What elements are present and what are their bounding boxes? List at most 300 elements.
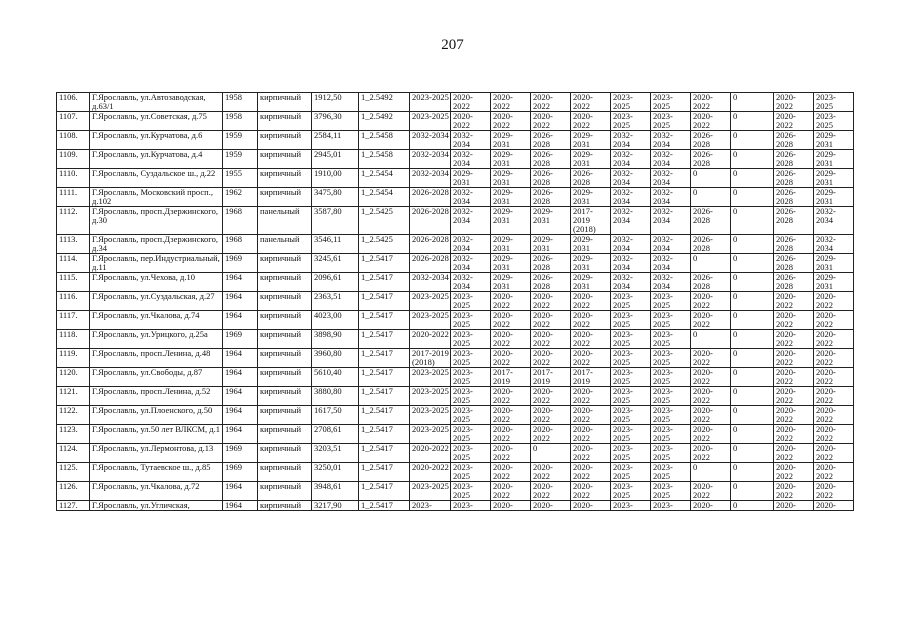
repair-period-cell: 0 xyxy=(731,188,774,207)
repair-period-cell: 2023-2025 xyxy=(451,444,491,463)
table-row xyxy=(57,330,854,349)
row-number: 1117. xyxy=(57,311,90,330)
row-number: 1112. xyxy=(57,207,90,235)
repair-period-cell: 2032-2034 xyxy=(611,188,651,207)
repair-period-cell: 2020-2022 xyxy=(814,349,854,368)
repair-period-cell: 0 xyxy=(731,482,774,501)
repair-period-cell: 0 xyxy=(731,207,774,235)
wall-material-cell: кирпичный xyxy=(258,150,312,169)
area-cell: 2708,61 xyxy=(312,425,359,444)
repair-period-cell: 2032-2034 xyxy=(410,131,451,150)
repair-period-cell: 2020-2022 xyxy=(571,387,611,406)
wall-material-cell: кирпичный xyxy=(258,188,312,207)
wall-material-cell: кирпичный xyxy=(258,501,312,511)
repair-period-cell: 2032-2034 xyxy=(451,235,491,254)
repair-period-cell: 0 xyxy=(531,444,571,463)
repair-period-cell: 2029-2031 xyxy=(571,131,611,150)
repair-period-cell: 2023-2025 xyxy=(451,330,491,349)
repair-period-cell: 2020-2022 xyxy=(571,482,611,501)
row-number: 1121. xyxy=(57,387,90,406)
row-number: 1111. xyxy=(57,188,90,207)
table-row xyxy=(57,169,854,188)
repair-period-cell: 0 xyxy=(731,330,774,349)
repair-period-cell: 2020-2022 xyxy=(531,292,571,311)
repair-period-cell: 2020-2022 xyxy=(531,93,571,112)
repair-period-cell: 2020-2022 xyxy=(774,463,814,482)
repair-period-cell: 2020- xyxy=(531,501,571,511)
repair-period-cell: 2020-2022 xyxy=(774,425,814,444)
repair-period-cell: 2023-2025 xyxy=(611,444,651,463)
area-cell: 1617,50 xyxy=(312,406,359,425)
repair-period-cell: 0 xyxy=(731,425,774,444)
repair-period-cell: 2020-2022 xyxy=(774,368,814,387)
series-code-cell: 1_2.5417 xyxy=(359,330,410,349)
repair-period-cell: 2020-2022 xyxy=(774,387,814,406)
row-number: 1120. xyxy=(57,368,90,387)
series-code-cell: 1_2.5454 xyxy=(359,169,410,188)
repair-period-cell: 2020-2022 xyxy=(691,368,731,387)
repair-period-cell: 2020-2022 xyxy=(691,425,731,444)
table-row xyxy=(57,93,854,112)
series-code-cell: 1_2.5458 xyxy=(359,150,410,169)
address-cell: Г.Ярославль, просп.Дзержинского, д.30 xyxy=(90,207,223,235)
row-number: 1123. xyxy=(57,425,90,444)
year-built-cell: 1964 xyxy=(223,368,258,387)
repair-period-cell: 2023-2025 xyxy=(611,406,651,425)
repair-period-cell: 2029-2031 xyxy=(491,273,531,292)
repair-period-cell: 2020-2022 xyxy=(571,93,611,112)
repair-period-cell: 2032-2034 xyxy=(410,150,451,169)
series-code-cell: 1_2.5454 xyxy=(359,188,410,207)
area-cell: 3245,61 xyxy=(312,254,359,273)
table-row xyxy=(57,235,854,254)
repair-period-cell: 2020-2022 xyxy=(491,406,531,425)
repair-period-cell: 2029-2031 xyxy=(814,131,854,150)
repair-period-cell: 2020-2022 xyxy=(571,444,611,463)
repair-period-cell: 2029-2031 xyxy=(491,235,531,254)
repair-period-cell: 2026-2028 xyxy=(410,188,451,207)
repair-period-cell: 2023-2025 xyxy=(451,311,491,330)
repair-period-cell: 2032-2034 xyxy=(451,150,491,169)
repair-period-cell: 2017-2019 (2018) xyxy=(571,207,611,235)
table-row xyxy=(57,368,854,387)
area-cell: 5610,40 xyxy=(312,368,359,387)
year-built-cell: 1958 xyxy=(223,93,258,112)
repair-period-cell: 2020-2022 xyxy=(691,292,731,311)
repair-period-cell: 0 xyxy=(691,254,731,273)
address-cell: Г.Ярославль, ул.Чкалова, д.72 xyxy=(90,482,223,501)
area-cell: 4023,00 xyxy=(312,311,359,330)
repair-period-cell: 2023-2025 xyxy=(814,112,854,131)
repair-period-cell: 0 xyxy=(731,444,774,463)
repair-period-cell: 2023-2025 xyxy=(611,292,651,311)
repair-period-cell: 2017-2019 xyxy=(491,368,531,387)
address-cell: Г.Ярославль, ул.Курчатова, д.4 xyxy=(90,150,223,169)
address-cell: Г.Ярославль, Тутаевское ш., д.85 xyxy=(90,463,223,482)
repair-period-cell: 2023-2025 xyxy=(651,93,691,112)
repair-period-cell: 2032-2034 xyxy=(611,169,651,188)
repair-period-cell: 2020-2022 xyxy=(691,112,731,131)
area-cell: 3250,01 xyxy=(312,463,359,482)
row-number: 1106. xyxy=(57,93,90,112)
year-built-cell: 1964 xyxy=(223,387,258,406)
repair-period-cell: 2023- xyxy=(451,501,491,511)
address-cell: Г.Ярославль, просп.Дзержинского, д.34 xyxy=(90,235,223,254)
repair-period-cell: 0 xyxy=(731,349,774,368)
table-row xyxy=(57,112,854,131)
wall-material-cell: кирпичный xyxy=(258,273,312,292)
series-code-cell: 1_2.5492 xyxy=(359,112,410,131)
year-built-cell: 1969 xyxy=(223,463,258,482)
wall-material-cell: кирпичный xyxy=(258,425,312,444)
repair-period-cell: 2029-2031 xyxy=(571,273,611,292)
repair-period-cell: 2023-2025 xyxy=(651,368,691,387)
repair-period-cell: 2032-2034 xyxy=(651,188,691,207)
series-code-cell: 1_2.5417 xyxy=(359,368,410,387)
wall-material-cell: кирпичный xyxy=(258,254,312,273)
repair-period-cell: 2026-2028 xyxy=(774,188,814,207)
table-body xyxy=(57,93,854,511)
row-number: 1127. xyxy=(57,501,90,511)
repair-period-cell: 2020-2022 xyxy=(814,368,854,387)
area-cell: 3203,51 xyxy=(312,444,359,463)
address-cell: Г.Ярославль, просп.Ленина, д.52 xyxy=(90,387,223,406)
repair-period-cell: 2020-2022 xyxy=(491,292,531,311)
repair-period-cell: 2032-2034 xyxy=(651,131,691,150)
repair-period-cell: 2023-2025 xyxy=(651,425,691,444)
repair-period-cell: 2032-2034 xyxy=(814,207,854,235)
wall-material-cell: кирпичный xyxy=(258,93,312,112)
area-cell: 1910,00 xyxy=(312,169,359,188)
repair-period-cell: 2023-2025 xyxy=(814,93,854,112)
address-cell: Г.Ярославль, ул.Чехова, д.10 xyxy=(90,273,223,292)
wall-material-cell: кирпичный xyxy=(258,311,312,330)
series-code-cell: 1_2.5417 xyxy=(359,482,410,501)
repair-period-cell: 2020-2022 xyxy=(491,425,531,444)
address-cell: Г.Ярославль, Московский просп., д.102 xyxy=(90,188,223,207)
repair-period-cell: 2023-2025 xyxy=(651,463,691,482)
repair-period-cell: 2029-2031 xyxy=(814,169,854,188)
repair-period-cell: 2020-2022 xyxy=(691,444,731,463)
repair-period-cell: 2020-2022 xyxy=(410,444,451,463)
address-cell: Г.Ярославль, ул.Свободы, д.87 xyxy=(90,368,223,387)
repair-period-cell: 2026-2028 xyxy=(691,131,731,150)
row-number: 1119. xyxy=(57,349,90,368)
repair-period-cell: 2020-2022 xyxy=(491,387,531,406)
repair-period-cell: 2032-2034 xyxy=(651,254,691,273)
repair-period-cell: 2020-2022 xyxy=(774,292,814,311)
repair-period-cell: 2023- xyxy=(410,501,451,511)
repair-period-cell: 2020-2022 xyxy=(571,425,611,444)
repair-period-cell: 0 xyxy=(731,235,774,254)
repair-period-cell: 2020-2022 xyxy=(410,330,451,349)
table-row xyxy=(57,482,854,501)
repair-period-cell: 2032-2034 xyxy=(451,131,491,150)
series-code-cell: 1_2.5458 xyxy=(359,131,410,150)
repair-period-cell: 2029-2031 xyxy=(491,254,531,273)
repair-period-cell: 0 xyxy=(691,188,731,207)
wall-material-cell: кирпичный xyxy=(258,131,312,150)
repair-period-cell: 2017-2019 xyxy=(531,368,571,387)
repair-period-cell: 2026-2028 xyxy=(571,169,611,188)
repair-period-cell: 2029-2031 xyxy=(814,188,854,207)
wall-material-cell: кирпичный xyxy=(258,406,312,425)
address-cell: Г.Ярославль, Суздальское ш., д.22 xyxy=(90,169,223,188)
area-cell: 2584,11 xyxy=(312,131,359,150)
wall-material-cell: панельный xyxy=(258,235,312,254)
repair-period-cell: 2026-2028 xyxy=(774,254,814,273)
repair-period-cell: 2020-2022 xyxy=(531,425,571,444)
repair-period-cell: 2020-2022 xyxy=(774,112,814,131)
repair-period-cell: 2020-2022 xyxy=(814,463,854,482)
series-code-cell: 1_2.5417 xyxy=(359,349,410,368)
row-number: 1124. xyxy=(57,444,90,463)
repair-period-cell: 2020-2022 xyxy=(531,311,571,330)
repair-period-cell: 2020-2022 xyxy=(491,311,531,330)
table-row xyxy=(57,131,854,150)
repair-period-cell: 2023-2025 xyxy=(651,112,691,131)
repair-period-cell: 2029-2031 xyxy=(571,150,611,169)
repair-period-cell: 0 xyxy=(731,406,774,425)
repair-period-cell: 2023-2025 xyxy=(451,387,491,406)
repair-period-cell: 2032-2034 xyxy=(451,254,491,273)
repair-period-cell: 2029-2031 xyxy=(531,207,571,235)
repair-period-cell: 2023-2025 xyxy=(410,387,451,406)
repair-period-cell: 2020-2022 xyxy=(814,482,854,501)
repair-period-cell: 2020-2022 xyxy=(571,349,611,368)
series-code-cell: 1_2.5425 xyxy=(359,207,410,235)
repair-period-cell: 2026-2028 xyxy=(531,254,571,273)
repair-period-cell: 0 xyxy=(731,311,774,330)
repair-period-cell: 2026-2028 xyxy=(531,131,571,150)
row-number: 1126. xyxy=(57,482,90,501)
repair-period-cell: 2023-2025 xyxy=(611,368,651,387)
year-built-cell: 1964 xyxy=(223,349,258,368)
wall-material-cell: кирпичный xyxy=(258,169,312,188)
repair-period-cell: 2020-2022 xyxy=(571,406,611,425)
repair-period-cell: 2032-2034 xyxy=(410,273,451,292)
repair-period-cell: 2020-2022 xyxy=(691,349,731,368)
table-row xyxy=(57,292,854,311)
area-cell: 3475,80 xyxy=(312,188,359,207)
table-row xyxy=(57,188,854,207)
repair-period-cell: 0 xyxy=(731,463,774,482)
table-row xyxy=(57,311,854,330)
address-cell: Г.Ярославль, ул.Суздальская, д.27 xyxy=(90,292,223,311)
repair-period-cell: 2020-2022 xyxy=(774,444,814,463)
address-cell: Г.Ярославль, ул.Урицкого, д.25а xyxy=(90,330,223,349)
repair-period-cell: 2026-2028 xyxy=(531,273,571,292)
series-code-cell: 1_2.5417 xyxy=(359,387,410,406)
wall-material-cell: кирпичный xyxy=(258,112,312,131)
year-built-cell: 1964 xyxy=(223,425,258,444)
repair-period-cell: 2023-2025 xyxy=(651,292,691,311)
repair-period-cell: 2029-2031 xyxy=(571,254,611,273)
repair-period-cell: 0 xyxy=(731,112,774,131)
repair-period-cell: 2020-2022 xyxy=(774,311,814,330)
repair-period-cell: 0 xyxy=(731,273,774,292)
repair-period-cell: 0 xyxy=(731,93,774,112)
row-number: 1122. xyxy=(57,406,90,425)
year-built-cell: 1969 xyxy=(223,444,258,463)
repair-period-cell: 2023-2025 xyxy=(651,330,691,349)
repair-period-cell: 2020-2022 xyxy=(531,349,571,368)
series-code-cell: 1_2.5492 xyxy=(359,93,410,112)
page-number: 207 xyxy=(441,37,464,53)
repair-period-cell: 2020-2022 xyxy=(531,406,571,425)
repair-period-cell: 2026-2028 xyxy=(531,188,571,207)
table-row xyxy=(57,444,854,463)
repair-period-cell: 2020-2022 xyxy=(451,112,491,131)
repair-period-cell: 2026-2028 xyxy=(774,235,814,254)
table-row xyxy=(57,273,854,292)
year-built-cell: 1955 xyxy=(223,169,258,188)
row-number: 1110. xyxy=(57,169,90,188)
repair-period-cell: 2020-2022 xyxy=(571,292,611,311)
repair-period-cell: 2020- xyxy=(571,501,611,511)
repair-period-cell: 2020-2022 xyxy=(814,425,854,444)
wall-material-cell: панельный xyxy=(258,207,312,235)
series-code-cell: 1_2.5417 xyxy=(359,311,410,330)
repair-period-cell: 2020-2022 xyxy=(410,463,451,482)
address-cell: Г.Ярославль, ул.Курчатова, д.6 xyxy=(90,131,223,150)
series-code-cell: 1_2.5417 xyxy=(359,463,410,482)
repair-period-cell: 2029-2031 xyxy=(814,273,854,292)
repair-period-cell: 2023-2025 xyxy=(410,368,451,387)
wall-material-cell: кирпичный xyxy=(258,292,312,311)
repair-period-cell: 2020-2022 xyxy=(531,330,571,349)
year-built-cell: 1964 xyxy=(223,501,258,511)
repair-period-cell: 2020-2022 xyxy=(531,482,571,501)
repair-period-cell: 2020-2022 xyxy=(774,330,814,349)
repair-period-cell: 2023-2025 xyxy=(451,368,491,387)
series-code-cell: 1_2.5417 xyxy=(359,425,410,444)
repair-period-cell: 2023-2025 xyxy=(651,406,691,425)
repair-period-cell: 2032-2034 xyxy=(651,169,691,188)
repair-period-cell: 2020-2022 xyxy=(814,292,854,311)
repair-period-cell: 2023-2025 xyxy=(410,93,451,112)
repair-period-cell: 2023-2025 xyxy=(611,330,651,349)
repair-period-cell: 2029-2031 xyxy=(491,188,531,207)
repair-period-cell: 2026-2028 xyxy=(691,273,731,292)
series-code-cell: 1_2.5417 xyxy=(359,501,410,511)
repair-period-cell: 2023-2025 xyxy=(410,425,451,444)
year-built-cell: 1964 xyxy=(223,311,258,330)
repair-period-cell: 2020-2022 xyxy=(531,387,571,406)
year-built-cell: 1964 xyxy=(223,273,258,292)
repair-period-cell: 2023-2025 xyxy=(611,311,651,330)
address-cell: Г.Ярославль, просп.Ленина, д.48 xyxy=(90,349,223,368)
repair-period-cell: 2020- xyxy=(491,501,531,511)
repair-period-cell: 2023-2025 xyxy=(410,406,451,425)
repair-period-cell: 2020- xyxy=(691,501,731,511)
repair-period-cell: 0 xyxy=(691,169,731,188)
repair-period-cell: 2032-2034 xyxy=(410,169,451,188)
table-row xyxy=(57,349,854,368)
repair-period-cell: 2032-2034 xyxy=(451,188,491,207)
repair-period-cell: 2023-2025 xyxy=(451,482,491,501)
repair-period-cell: 2023-2025 xyxy=(451,292,491,311)
address-cell: Г.Ярославль, ул.Угличская, xyxy=(90,501,223,511)
repair-period-cell: 2023- xyxy=(651,501,691,511)
repair-period-cell: 2032-2034 xyxy=(651,235,691,254)
repair-period-cell: 2029-2031 xyxy=(571,188,611,207)
area-cell: 2096,61 xyxy=(312,273,359,292)
repair-period-cell: 2026-2028 xyxy=(774,207,814,235)
row-number: 1114. xyxy=(57,254,90,273)
repair-period-cell: 2020-2022 xyxy=(814,330,854,349)
series-code-cell: 1_2.5425 xyxy=(359,235,410,254)
repair-period-cell: 2026-2028 xyxy=(531,150,571,169)
row-number: 1115. xyxy=(57,273,90,292)
table-row xyxy=(57,406,854,425)
repair-period-cell: 2026-2028 xyxy=(691,235,731,254)
repair-period-cell: 0 xyxy=(731,501,774,511)
repair-period-cell: 2029-2031 xyxy=(814,254,854,273)
repair-period-cell: 2023-2025 xyxy=(651,387,691,406)
repair-period-cell: 2017-2019 (2018) xyxy=(410,349,451,368)
repair-period-cell: 2020-2022 xyxy=(774,349,814,368)
address-cell: Г.Ярославль, ул.Лермонтова, д.13 xyxy=(90,444,223,463)
area-cell: 2363,51 xyxy=(312,292,359,311)
row-number: 1108. xyxy=(57,131,90,150)
repair-period-cell: 2020-2022 xyxy=(814,311,854,330)
repair-period-cell: 2023-2025 xyxy=(651,349,691,368)
repair-period-cell: 0 xyxy=(731,254,774,273)
repair-period-cell: 2023-2025 xyxy=(611,112,651,131)
repair-period-cell: 2020-2022 xyxy=(451,93,491,112)
repair-period-cell: 2020-2022 xyxy=(571,330,611,349)
row-number: 1125. xyxy=(57,463,90,482)
year-built-cell: 1958 xyxy=(223,112,258,131)
address-cell: Г.Ярославль, ул.Автозаводская, д.63/1 xyxy=(90,93,223,112)
repair-period-cell: 2032-2034 xyxy=(611,131,651,150)
repair-period-cell: 2020-2022 xyxy=(691,311,731,330)
repair-period-cell: 0 xyxy=(731,169,774,188)
table-row xyxy=(57,425,854,444)
series-code-cell: 1_2.5417 xyxy=(359,444,410,463)
repair-period-cell: 2020- xyxy=(814,501,854,511)
year-built-cell: 1969 xyxy=(223,330,258,349)
address-cell: Г.Ярославль, ул.Плоенского, д.50 xyxy=(90,406,223,425)
repair-period-cell: 2020-2022 xyxy=(814,387,854,406)
repair-period-cell: 2032-2034 xyxy=(611,254,651,273)
repair-period-cell: 0 xyxy=(731,387,774,406)
row-number: 1109. xyxy=(57,150,90,169)
table-row xyxy=(57,501,854,511)
repair-period-cell: 2023-2025 xyxy=(611,482,651,501)
repair-period-cell: 2020-2022 xyxy=(531,112,571,131)
area-cell: 3948,61 xyxy=(312,482,359,501)
repair-period-cell: 2029-2031 xyxy=(491,207,531,235)
repair-period-cell: 2020-2022 xyxy=(814,444,854,463)
wall-material-cell: кирпичный xyxy=(258,349,312,368)
year-built-cell: 1964 xyxy=(223,482,258,501)
repair-period-cell: 2020-2022 xyxy=(774,482,814,501)
repair-period-cell: 2026-2028 xyxy=(691,150,731,169)
wall-material-cell: кирпичный xyxy=(258,444,312,463)
repair-period-cell: 2029-2031 xyxy=(491,131,531,150)
wall-material-cell: кирпичный xyxy=(258,387,312,406)
repair-period-cell: 2023-2025 xyxy=(451,463,491,482)
repair-period-cell: 2029-2031 xyxy=(531,235,571,254)
area-cell: 3960,80 xyxy=(312,349,359,368)
repair-period-cell: 2023-2025 xyxy=(611,387,651,406)
wall-material-cell: кирпичный xyxy=(258,330,312,349)
row-number: 1118. xyxy=(57,330,90,349)
repair-period-cell: 2023-2025 xyxy=(611,463,651,482)
repair-period-cell: 2023-2025 xyxy=(611,93,651,112)
